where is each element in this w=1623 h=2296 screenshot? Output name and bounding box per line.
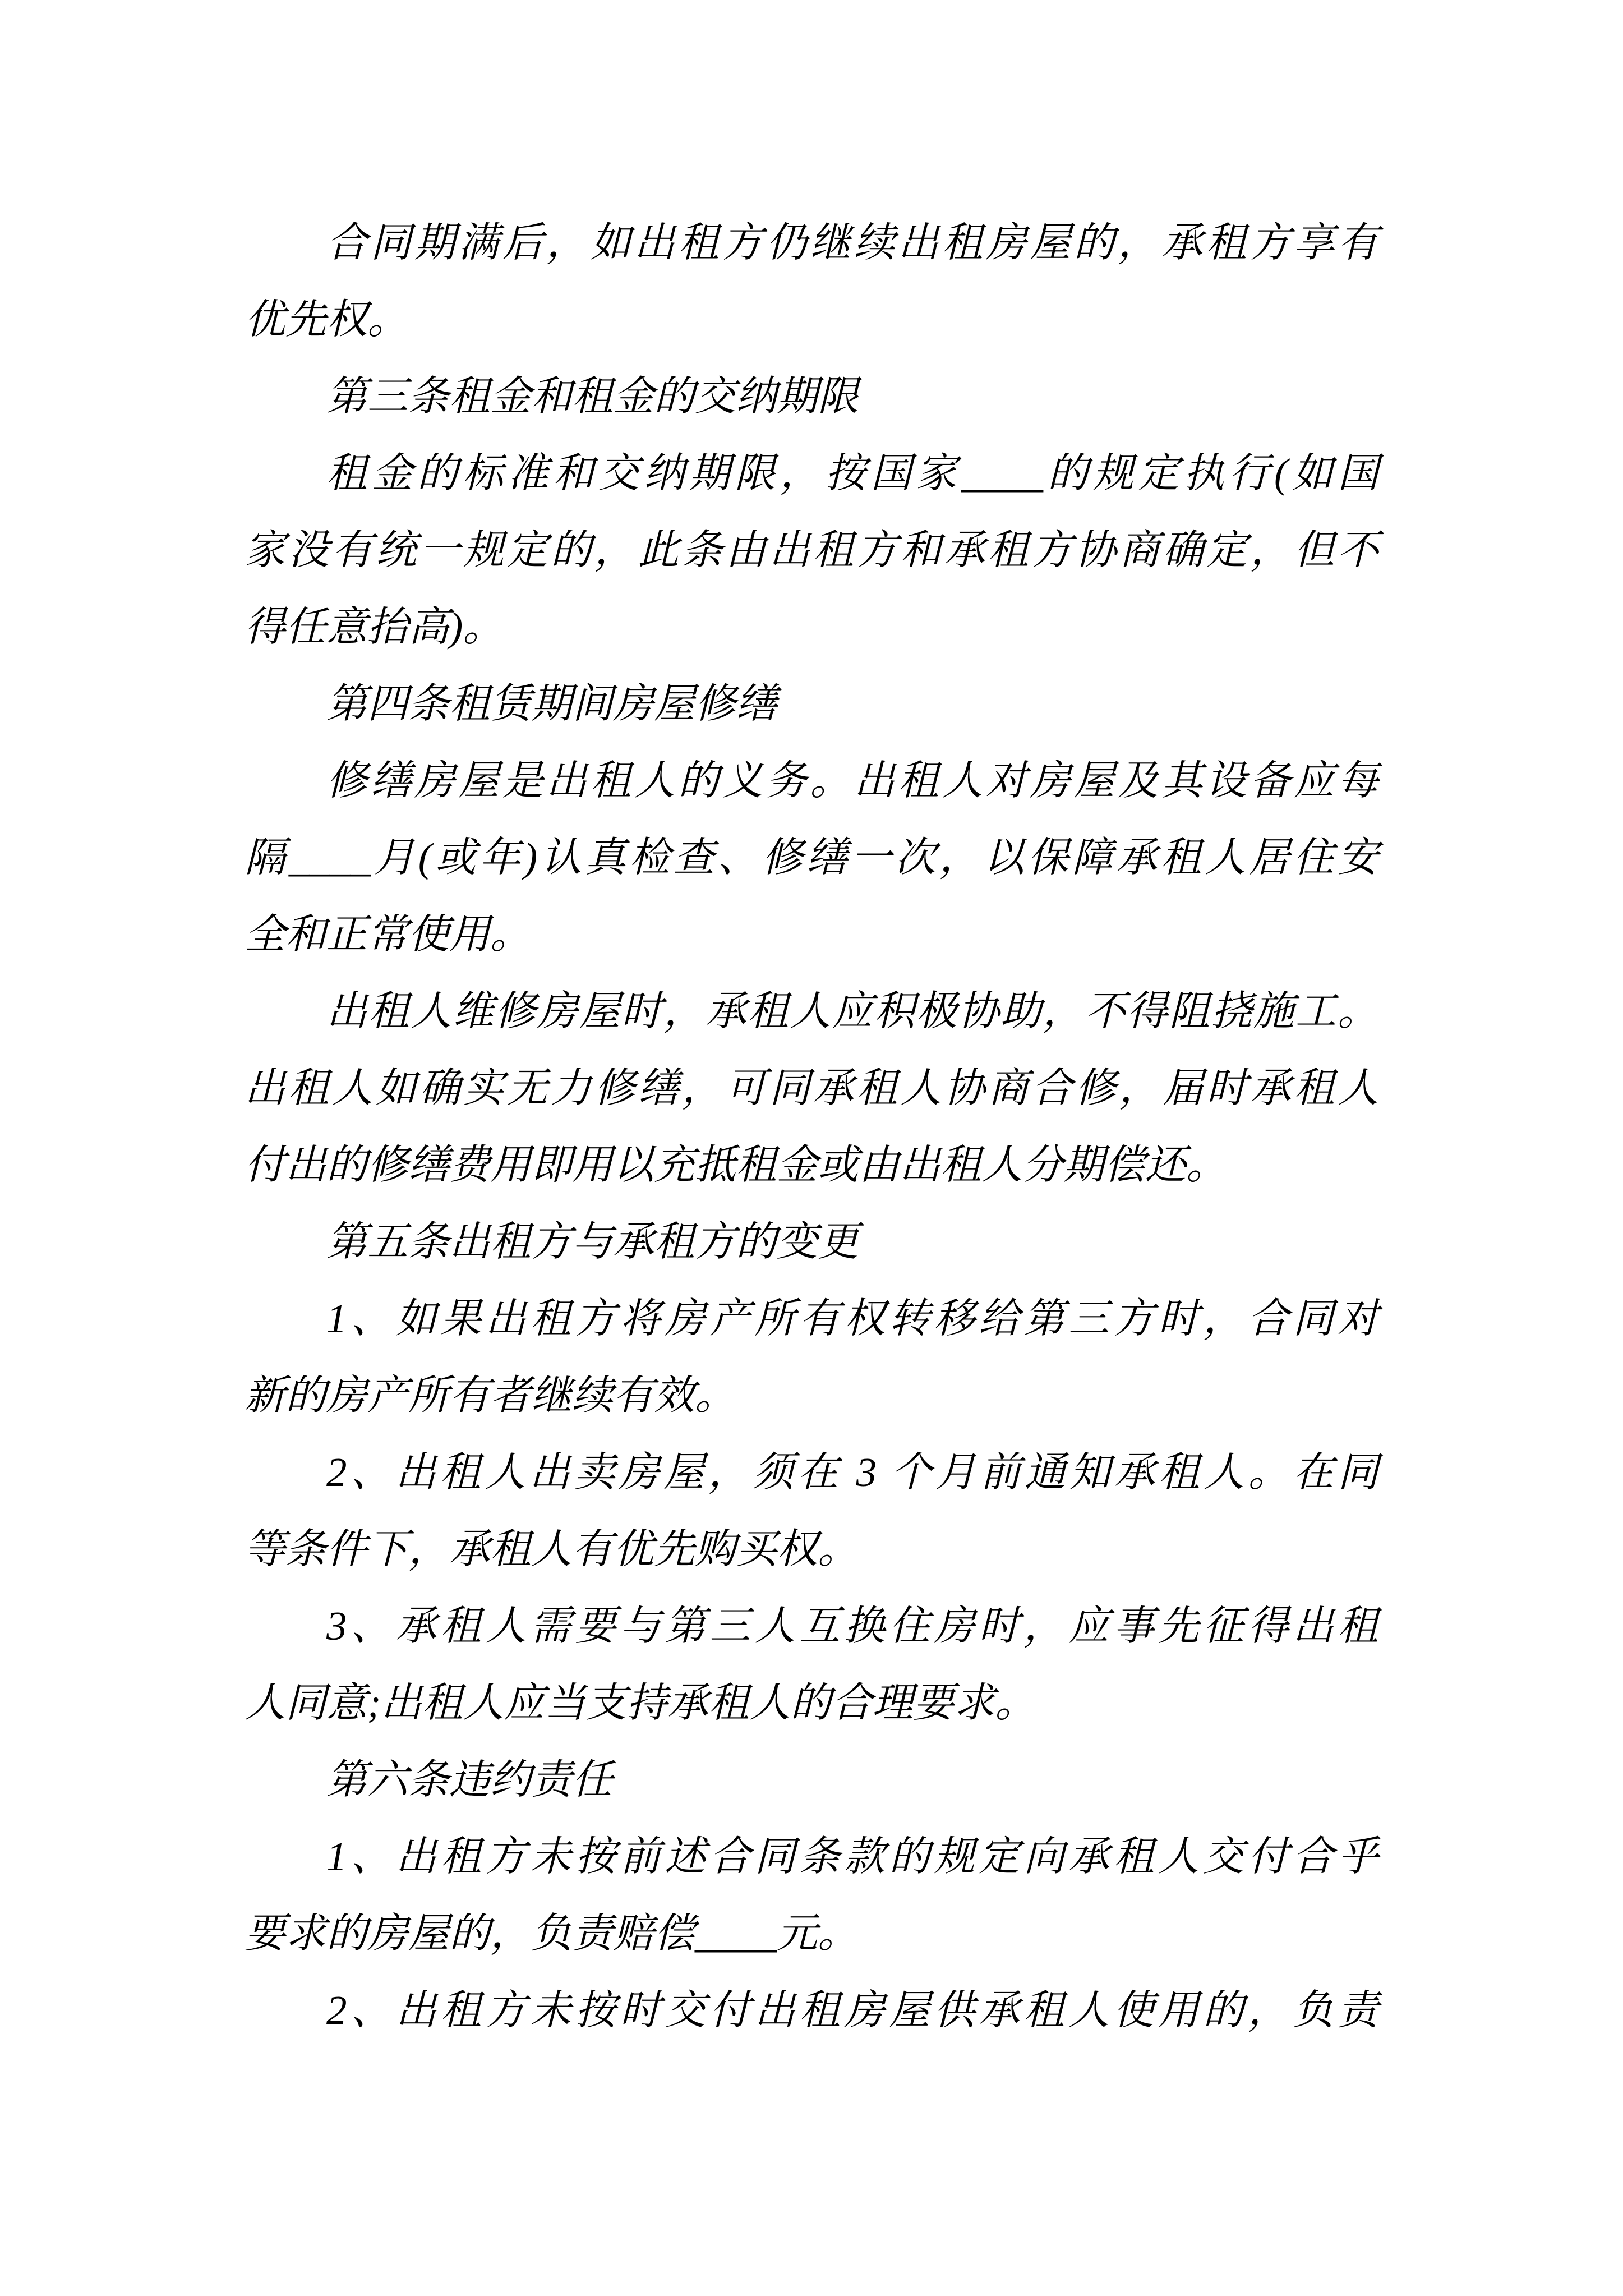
document-line: 家没有统一规定的，此条由出租方和承租方协商确定，但不 bbox=[245, 527, 1378, 573]
document-line: 2、出租方未按时交付出租房屋供承租人使用的，负责 bbox=[326, 1987, 1378, 2033]
document-line: 出租人如确实无力修缮，可同承租人协商合修，届时承租人 bbox=[245, 1065, 1378, 1111]
document-line: 第三条租金和租金的交纳期限 bbox=[326, 374, 859, 419]
document-line: 3、承租人需要与第三人互换住房时，应事先征得出租 bbox=[326, 1603, 1378, 1649]
document-line: 新的房产所有者继续有效。 bbox=[245, 1373, 736, 1418]
document-line: 出租人维修房屋时，承租人应积极协助，不得阻挠施工。 bbox=[326, 988, 1378, 1034]
document-line: 第五条出租方与承租方的变更 bbox=[326, 1219, 859, 1264]
document-line: 隔____月(或年)认真检查、修缮一次，以保障承租人居住安 bbox=[245, 835, 1378, 880]
document-line: 1、出租方未按前述合同条款的规定向承租人交付合乎 bbox=[326, 1834, 1378, 1879]
document-line: 要求的房屋的，负责赔偿____元。 bbox=[245, 1911, 859, 1956]
document-line: 第四条租赁期间房屋修缮 bbox=[326, 681, 777, 726]
document-line: 优先权。 bbox=[245, 297, 408, 342]
document-text bbox=[245, 204, 1378, 2049]
document-line: 合同期满后，如出租方仍继续出租房屋的，承租方享有 bbox=[326, 220, 1378, 265]
document-line: 租金的标准和交纳期限，按国家____的规定执行(如国 bbox=[326, 450, 1378, 496]
document-line: 等条件下，承租人有优先购买权。 bbox=[245, 1526, 859, 1572]
document-line: 人同意;出租人应当支持承租人的合理要求。 bbox=[245, 1680, 1036, 1726]
document-line: 得任意抬高)。 bbox=[245, 604, 504, 650]
document-line: 修缮房屋是出租人的义务。出租人对房屋及其设备应每 bbox=[326, 758, 1378, 803]
document-line: 1、如果出租方将房产所有权转移给第三方时，合同对 bbox=[326, 1296, 1378, 1341]
document-line: 全和正常使用。 bbox=[245, 912, 531, 957]
document-line: 付出的修缮费用即用以充抵租金或由出租人分期偿还。 bbox=[245, 1142, 1227, 1188]
document-line: 2、出租人出卖房屋，须在 3 个月前通知承租人。在同 bbox=[326, 1450, 1378, 1495]
document-line: 第六条违约责任 bbox=[326, 1757, 613, 1802]
